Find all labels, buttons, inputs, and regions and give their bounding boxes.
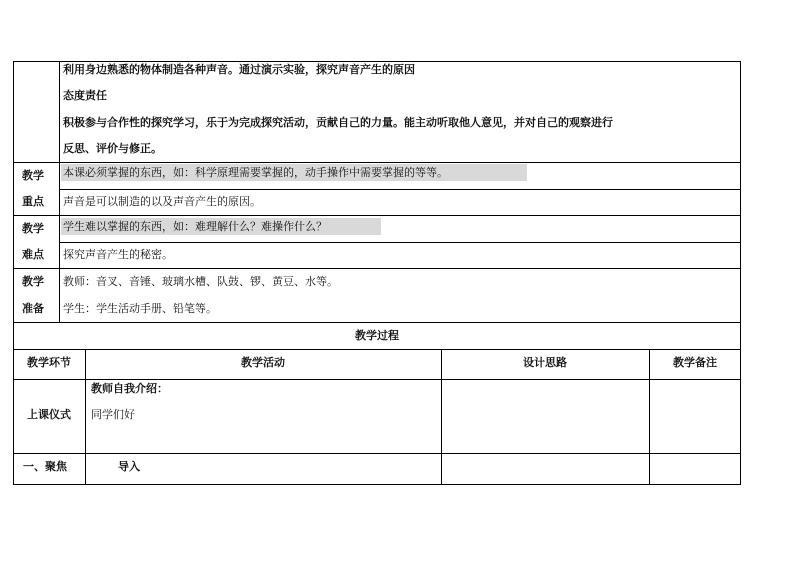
row-divider: [13, 162, 741, 163]
objective-line: 利用身边熟悉的物体制造各种声音。通过演示实验，探究声音产生的原因: [63, 63, 415, 76]
stage-cell: 上课仪式: [27, 408, 71, 421]
key-points-label: 教学: [22, 169, 44, 182]
attitude-line: 积极参与合作性的探究学习，乐于为完成探究活动，贡献自己的力量。能主动听取他人意见，并对自己的观察进行: [63, 116, 613, 129]
row-divider: [13, 349, 741, 350]
key-points-label: 重点: [22, 195, 44, 208]
activity-body: 同学们好: [91, 408, 135, 421]
table-border-right: [740, 61, 741, 485]
row-divider: [13, 453, 741, 454]
difficulties-content: 探究声音产生的秘密。: [63, 248, 173, 261]
key-points-hint: 本课必须掌握的东西，如：科学原理需要掌握的，动手操作中需要掌握的等等。: [63, 166, 448, 179]
row-divider: [13, 268, 741, 269]
column-header: 教学活动: [241, 356, 285, 369]
activity-title: 导入: [118, 460, 140, 473]
preparation-label: 教学: [22, 275, 44, 288]
table-border-bottom: [13, 484, 741, 485]
row-divider: [13, 322, 741, 323]
difficulties-label: 难点: [22, 248, 44, 261]
label-column-divider: [59, 61, 60, 322]
preparation-teacher: 教师：音叉、音锤、玻璃水槽、队鼓、锣、黄豆、水等。: [63, 275, 338, 288]
table-border-top: [13, 61, 741, 62]
preparation-student: 学生：学生活动手册、铅笔等。: [63, 302, 217, 315]
activity-title: 教师自我介绍：: [91, 382, 168, 395]
key-points-content: 声音是可以制造的以及声音产生的原因。: [63, 195, 261, 208]
column-header: 教学环节: [27, 356, 71, 369]
attitude-heading: 态度责任: [63, 89, 107, 102]
row-divider: [13, 215, 741, 216]
attitude-line: 反思、评价与修正。: [63, 142, 162, 155]
difficulties-hint: 学生难以掌握的东西，如：难理解什么？难操作什么？: [63, 220, 327, 233]
column-header: 教学备注: [673, 356, 717, 369]
preparation-label: 准备: [22, 302, 44, 315]
difficulties-label: 教学: [22, 222, 44, 235]
lesson-plan-table: [13, 61, 741, 485]
row-divider: [59, 189, 741, 190]
column-header: 设计思路: [523, 356, 567, 369]
process-title: 教学过程: [355, 329, 399, 342]
stage-cell: 一、聚焦: [23, 460, 67, 473]
row-divider: [59, 242, 741, 243]
row-divider: [13, 379, 741, 380]
